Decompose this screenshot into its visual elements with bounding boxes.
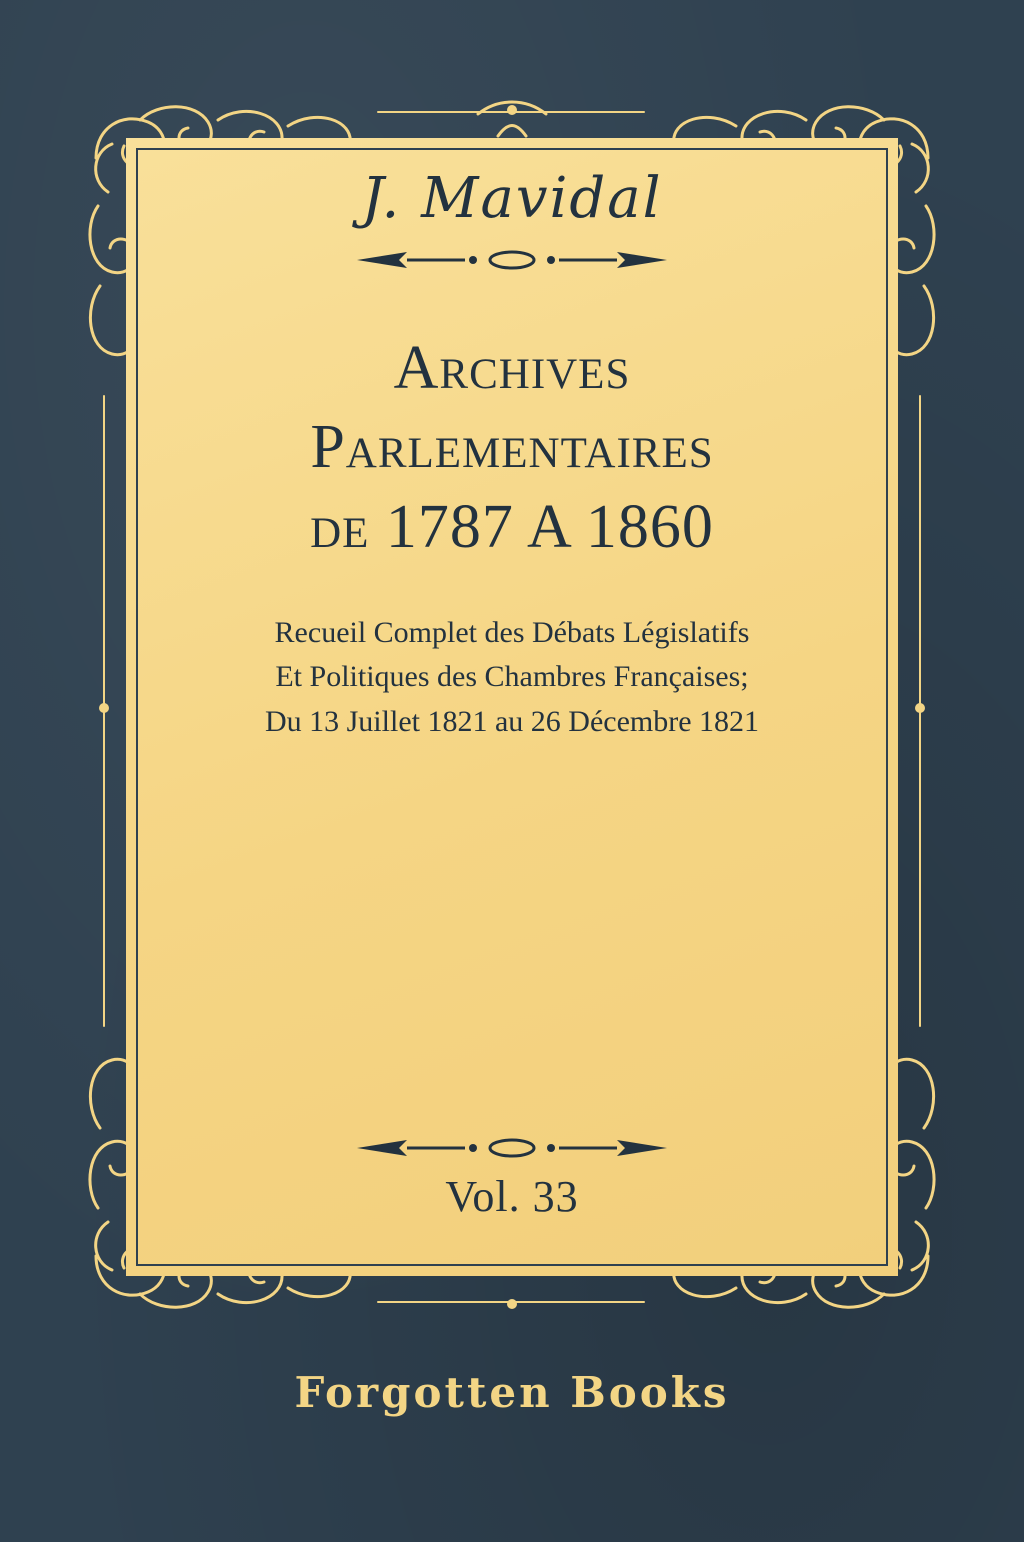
fleuron-divider-icon — [347, 247, 677, 273]
cover-text — [78, 96, 946, 1318]
author-name: J. Mavidal — [361, 166, 663, 231]
fleuron-divider-bottom-icon — [347, 1135, 677, 1161]
book-subtitle — [182, 611, 842, 744]
title-line-1: Archives — [393, 334, 631, 402]
title-line-2: Parlementaires — [310, 413, 714, 482]
subtitle-line-2: Et Politiques des Chambres Françaises; — [275, 660, 749, 694]
volume-label: Vol. 33 — [445, 1172, 579, 1221]
ornamental-frame — [78, 96, 946, 1318]
publisher-imprint: Forgotten Books — [294, 1368, 730, 1417]
subtitle-line-1: Recueil Complet des Débats Législatifs — [274, 616, 750, 650]
book-title — [162, 329, 862, 567]
subtitle-line-3: Du 13 Juillet 1821 au 26 Décembre 1821 — [264, 704, 760, 738]
title-line-3: de 1787 A 1860 — [310, 492, 714, 561]
